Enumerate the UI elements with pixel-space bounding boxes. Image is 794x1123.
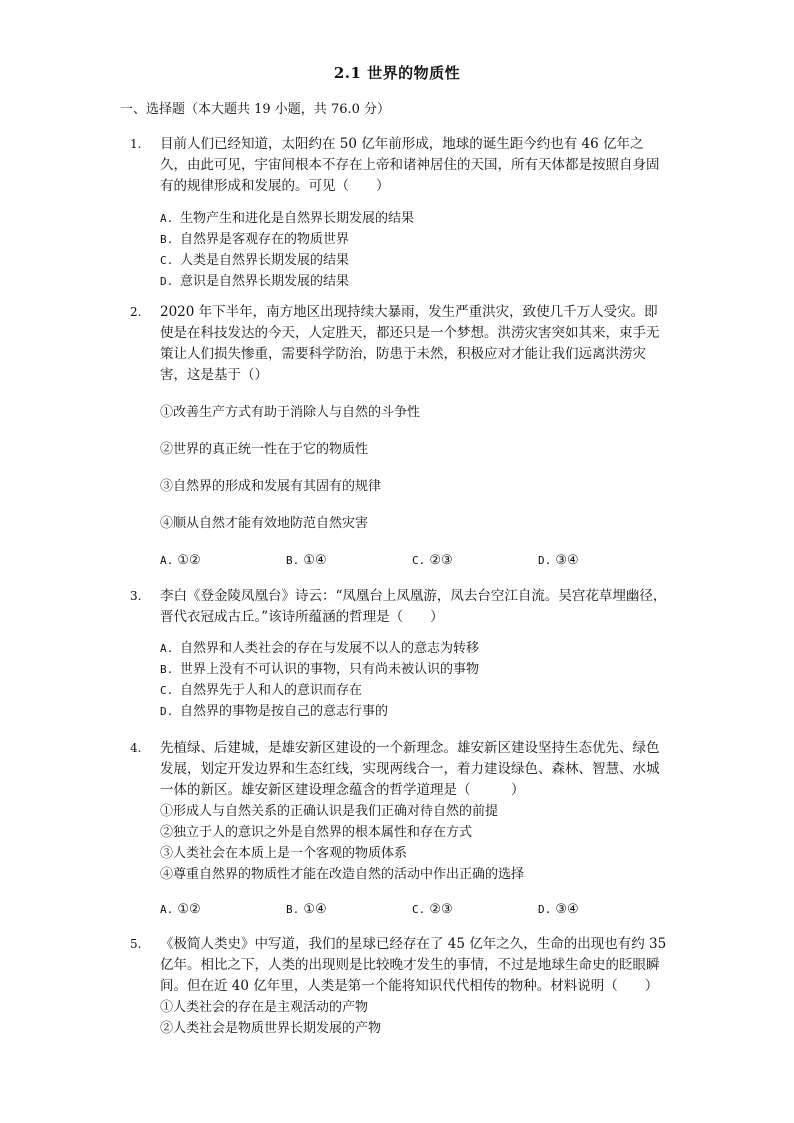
question-4 bbox=[130, 738, 670, 921]
question-number: 4. bbox=[130, 741, 142, 755]
answer-choices bbox=[160, 550, 670, 572]
question-2 bbox=[130, 302, 670, 572]
statement-1: ①改善生产方式有助于消除人与自然的斗争性 bbox=[160, 405, 421, 420]
page-title: 2.1 世界的物质性 bbox=[333, 64, 461, 82]
section-heading: 一、选择题（本大题共 19 小题，共 76.0 分） bbox=[120, 102, 391, 117]
choice-c: C. ②③ bbox=[412, 553, 453, 568]
choice-a: A. ①② bbox=[160, 902, 201, 917]
question-3 bbox=[130, 586, 670, 722]
choice-b: B. ①④ bbox=[286, 902, 327, 917]
question-text: 《极简人类史》中写道，我们的星球已经存在了 45 亿年之久，生命的出现也有约 35 亿年。相比之下，人类的出现则是比较晚才发生的事情，不过是地球生命史的眨眼瞬间。但在近 40 亿年里，人类是第一个能将知识代代相传的物种。材料说明（ ） bbox=[160, 936, 667, 994]
statement-3: ③自然界的形成和发展有其固有的规律 bbox=[160, 479, 382, 494]
option-a: A. 自然界和人类社会的存在与发展不以人的意志为转移 bbox=[160, 641, 480, 656]
choice-b: B. ①④ bbox=[286, 553, 327, 568]
option-d: D. 意识是自然界长期发展的结果 bbox=[160, 274, 350, 289]
statement-4: ④顺从自然才能有效地防范自然灾害 bbox=[160, 516, 369, 531]
question-text: 李白《登金陵凤凰台》诗云：“凤凰台上凤凰游，凤去台空江自流。吴宫花草埋幽径，晋代衣冠成古丘。”该诗所蕴涵的哲理是（ ） bbox=[160, 588, 667, 625]
statement-2: ②独立于人的意识之外是自然界的根本属性和存在方式 bbox=[160, 825, 473, 840]
option-d: D. 自然界的事物是按自己的意志行事的 bbox=[160, 704, 389, 719]
option-c: C. 自然界先于人和人的意识而存在 bbox=[160, 683, 363, 698]
option-b: B. 世界上没有不可认识的事物，只有尚未被认识的事物 bbox=[160, 662, 480, 677]
answer-choices bbox=[160, 899, 670, 921]
question-text: 目前人们已经知道，太阳约在 50 亿年前形成，地球的诞生距今约也有 46 亿年之久，由此可见，宇宙间根本不存在上帝和诸神居住的天国，所有天体都是按照自身固有的规律形成和发展的。可见（ ） bbox=[160, 136, 660, 194]
question-number: 1. bbox=[130, 137, 142, 151]
question-text: 2020 年下半年，南方地区出现持续大暴雨，发生严重洪灾，致使几千万人受灾。即使是在科技发达的今天，人定胜天，都还只是一个梦想。洪涝灾害突如其来，束手无策让人们损失惨重，需要科学防治，防患于未然，积极应对才能让我们远离洪涝灾害，这是基于（） bbox=[160, 304, 660, 383]
option-b: B. 自然界是客观存在的物质世界 bbox=[160, 232, 350, 247]
choice-d: D. ③④ bbox=[538, 902, 579, 917]
question-1 bbox=[130, 134, 670, 292]
choice-a: A. ①② bbox=[160, 553, 201, 568]
question-5 bbox=[130, 934, 670, 1039]
question-number: 2. bbox=[130, 305, 142, 319]
statement-1: ①人类社会的存在是主观活动的产物 bbox=[160, 1000, 369, 1015]
option-c: C. 人类是自然界长期发展的结果 bbox=[160, 253, 350, 268]
statement-3: ③人类社会在本质上是一个客观的物质体系 bbox=[160, 846, 408, 861]
choice-c: C. ②③ bbox=[412, 902, 453, 917]
option-a: A. 生物产生和进化是自然界长期发展的结果 bbox=[160, 211, 415, 226]
statement-2: ②世界的真正统一性在于它的物质性 bbox=[160, 442, 369, 457]
statement-4: ④尊重自然界的物质性才能在改造自然的活动中作出正确的选择 bbox=[160, 867, 525, 882]
question-number: 5. bbox=[130, 937, 142, 951]
statement-2: ②人类社会是物质世界长期发展的产物 bbox=[160, 1021, 382, 1036]
statement-1: ①形成人与自然关系的正确认识是我们正确对待自然的前提 bbox=[160, 804, 499, 819]
question-text: 先植绿、后建城，是雄安新区建设的一个新理念。雄安新区建设坚持生态优先、绿色发展，划定开发边界和生态红线，实现两线合一，着力建设绿色、森林、智慧、水城一体的新区。雄安新区建设理念蕴含的哲学道理是（ ） bbox=[160, 740, 660, 798]
question-number: 3. bbox=[130, 589, 142, 603]
choice-d: D. ③④ bbox=[538, 553, 579, 568]
